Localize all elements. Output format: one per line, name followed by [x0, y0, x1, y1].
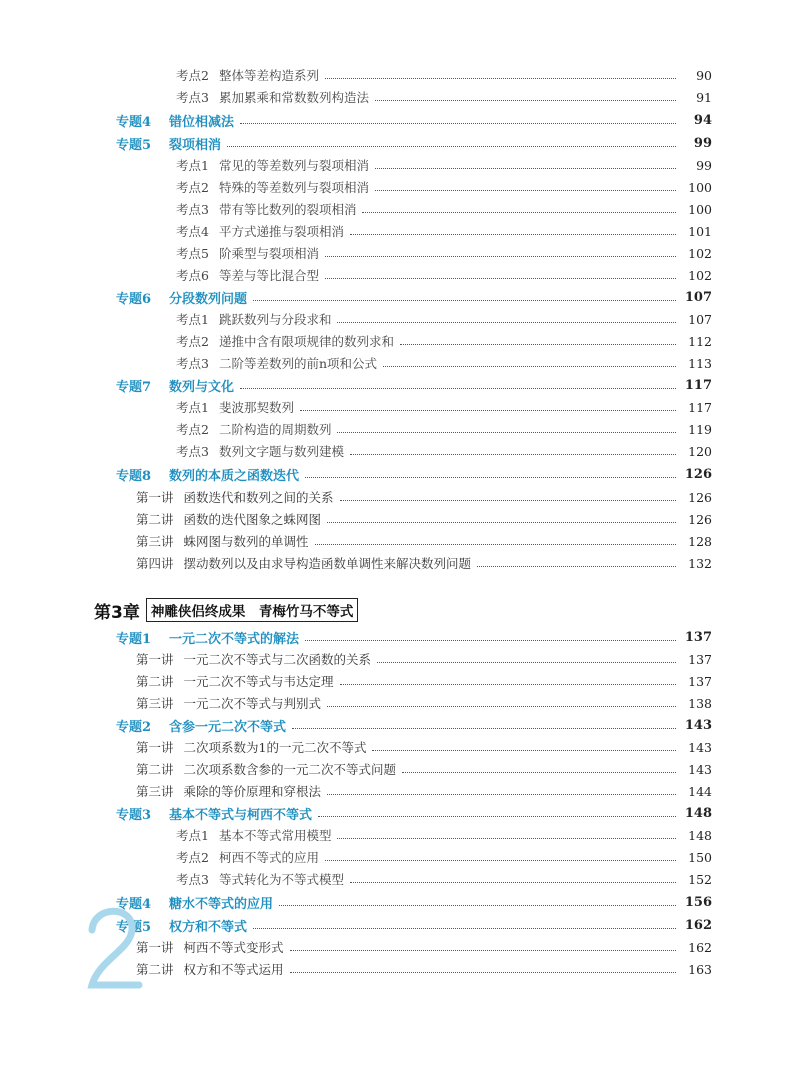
toc-page-number: 126	[684, 466, 712, 482]
toc-entry-number: 专题6	[116, 291, 152, 307]
dot-leader	[340, 500, 676, 501]
dot-leader	[227, 146, 676, 147]
dot-leader	[253, 928, 676, 929]
dot-leader	[337, 838, 676, 839]
toc-entry-number: 第三讲	[136, 784, 174, 799]
toc-page-number: 107	[688, 311, 712, 327]
toc-lecture-row[interactable]	[136, 487, 712, 507]
toc-page-number: 99	[696, 157, 712, 173]
toc-topic-row[interactable]	[116, 375, 712, 395]
toc-entry-title: 常见的等差数列与裂项相消	[218, 158, 369, 173]
toc-entry-number: 考点5	[176, 246, 209, 261]
toc-entry-title: 摆动数列以及由求导构造函数单调性来解决数列问题	[183, 556, 472, 571]
toc-page-number: 143	[688, 761, 712, 777]
dot-leader	[375, 100, 676, 101]
toc-page-number: 102	[688, 245, 712, 261]
toc-lecture-row[interactable]	[136, 737, 712, 757]
chapter-label: 第3章	[94, 602, 140, 623]
toc-entry-number: 考点3	[176, 872, 209, 887]
dot-leader	[290, 972, 676, 973]
toc-page-number: 101	[688, 223, 712, 239]
toc-subtopic-row[interactable]	[176, 221, 712, 241]
dot-leader	[337, 432, 676, 433]
toc-entry-number: 第一讲	[136, 740, 174, 755]
dot-leader	[350, 882, 676, 883]
toc-entry-number: 专题7	[116, 379, 152, 395]
toc-entry-title: 等差与等比混合型	[218, 268, 319, 283]
toc-topic-row[interactable]	[116, 110, 712, 130]
dot-leader	[350, 454, 676, 455]
dot-leader	[377, 662, 676, 663]
toc-entry-number: 考点3	[176, 90, 209, 105]
toc-subtopic-row[interactable]	[176, 243, 712, 263]
toc-entry-title: 一元二次不等式与韦达定理	[183, 674, 334, 689]
dot-leader	[300, 410, 676, 411]
toc-page-number: 100	[688, 201, 712, 217]
dot-leader	[325, 78, 676, 79]
toc-page-number: 162	[688, 939, 712, 955]
toc-lecture-row[interactable]	[136, 509, 712, 529]
toc-subtopic-row[interactable]	[176, 65, 712, 85]
toc-entry-title: 二次项系数为1的一元二次不等式	[183, 740, 367, 755]
toc-entry-title: 带有等比数列的裂项相消	[218, 202, 357, 217]
toc-entry-number: 第二讲	[136, 674, 174, 689]
dot-leader	[350, 234, 676, 235]
toc-entry-title: 递推中含有限项规律的数列求和	[218, 334, 394, 349]
dot-leader	[340, 684, 676, 685]
toc-entry-title: 含参一元二次不等式	[169, 719, 287, 735]
toc-page-number: 120	[688, 443, 712, 459]
toc-entry-title: 函数迭代和数列之间的关系	[183, 490, 334, 505]
toc-lecture-row[interactable]	[136, 531, 712, 551]
toc-page-number: 137	[684, 629, 712, 645]
toc-page-number: 119	[688, 421, 712, 437]
dot-leader	[240, 123, 676, 124]
toc-topic-row[interactable]	[116, 803, 712, 823]
toc-entry-number: 考点1	[176, 828, 209, 843]
chapter-heading	[94, 598, 358, 622]
toc-entry-number: 专题1	[116, 631, 152, 647]
dot-leader	[372, 750, 676, 751]
dot-leader	[477, 566, 676, 567]
toc-entry-number: 第二讲	[136, 962, 174, 977]
toc-page-number: 100	[688, 179, 712, 195]
toc-entry-number: 第一讲	[136, 940, 174, 955]
toc-page-number: 137	[688, 673, 712, 689]
toc-entry-title: 斐波那契数列	[218, 400, 294, 415]
toc-topic-row[interactable]	[116, 627, 712, 647]
toc-page-number: 163	[688, 961, 712, 977]
toc-entry-title: 特殊的等差数列与裂项相消	[218, 180, 369, 195]
dot-leader	[325, 256, 676, 257]
toc-entry-number: 专题3	[116, 807, 152, 823]
toc-page-number: 94	[693, 112, 712, 128]
toc-entry-number: 考点3	[176, 356, 209, 371]
toc-page-number: 150	[688, 849, 712, 865]
toc-entry-number: 考点2	[176, 334, 209, 349]
toc-page-number: 90	[696, 67, 712, 83]
toc-page-number: 132	[688, 555, 712, 571]
toc-entry-title: 基本不等式常用模型	[218, 828, 332, 843]
toc-entry-number: 第二讲	[136, 762, 174, 777]
toc-entry-title: 权方和不等式	[169, 919, 248, 935]
toc-entry-number: 考点6	[176, 268, 209, 283]
toc-entry-title: 糖水不等式的应用	[169, 896, 274, 912]
toc-subtopic-row[interactable]	[176, 441, 712, 461]
toc-entry-number: 考点2	[176, 422, 209, 437]
toc-page-number: 137	[688, 651, 712, 667]
dot-leader	[325, 860, 676, 861]
toc-subtopic-row[interactable]	[176, 199, 712, 219]
dot-leader	[362, 212, 676, 213]
toc-topic-row[interactable]	[116, 464, 712, 484]
toc-entry-title: 一元二次不等式的解法	[169, 631, 300, 647]
toc-page-number: 144	[688, 783, 712, 799]
toc-entry-number: 考点2	[176, 68, 209, 83]
dot-leader	[327, 794, 676, 795]
dot-leader	[315, 544, 676, 545]
toc-entry-title: 二阶构造的周期数列	[218, 422, 332, 437]
toc-page-number: 156	[684, 894, 712, 910]
toc-subtopic-row[interactable]	[176, 353, 712, 373]
toc-entry-title: 蛛网图与数列的单调性	[183, 534, 309, 549]
toc-subtopic-row[interactable]	[176, 331, 712, 351]
toc-entry-number: 考点2	[176, 850, 209, 865]
toc-entry-title: 柯西不等式变形式	[183, 940, 284, 955]
toc-entry-number: 第三讲	[136, 696, 174, 711]
toc-entry-number: 专题8	[116, 468, 152, 484]
toc-page-number: 117	[684, 377, 712, 393]
dot-leader	[279, 905, 676, 906]
toc-page-number: 126	[688, 511, 712, 527]
dot-leader	[290, 950, 676, 951]
toc-page-number: 126	[688, 489, 712, 505]
toc-subtopic-row[interactable]	[176, 419, 712, 439]
toc-page-number: 143	[684, 717, 712, 733]
dot-leader	[402, 772, 676, 773]
toc-page-number: 102	[688, 267, 712, 283]
toc-entry-title: 数列文字题与数列建模	[218, 444, 344, 459]
toc-entry-title: 跳跃数列与分段求和	[218, 312, 332, 327]
dot-leader	[327, 522, 676, 523]
toc-entry-number: 考点3	[176, 202, 209, 217]
toc-subtopic-row[interactable]	[176, 869, 712, 889]
dot-leader	[337, 322, 676, 323]
toc-page-number: 162	[684, 917, 712, 933]
toc-entry-number: 专题4	[116, 896, 152, 912]
toc-lecture-row[interactable]	[136, 781, 712, 801]
toc-subtopic-row[interactable]	[176, 309, 712, 329]
toc-page-number: 143	[688, 739, 712, 755]
toc-entry-number: 第三讲	[136, 534, 174, 549]
toc-entry-title: 权方和不等式运用	[183, 962, 284, 977]
toc-entry-title: 平方式递推与裂项相消	[218, 224, 344, 239]
toc-topic-row[interactable]	[116, 915, 712, 935]
toc-entry-title: 裂项相消	[169, 137, 222, 153]
toc-entry-number: 第二讲	[136, 512, 174, 527]
toc-page-number: 128	[688, 533, 712, 549]
chapter-title: 神雕侠侣终成果 青梅竹马不等式	[146, 598, 359, 622]
toc-entry-title: 数列的本质之函数迭代	[169, 468, 300, 484]
toc-entry-number: 考点1	[176, 400, 209, 415]
dot-leader	[383, 366, 676, 367]
page-decoration-icon	[84, 900, 144, 990]
toc-lecture-row[interactable]	[136, 937, 712, 957]
toc-lecture-row[interactable]	[136, 649, 712, 669]
toc-entry-title: 二次项系数含参的一元二次不等式问题	[183, 762, 397, 777]
toc-subtopic-row[interactable]	[176, 847, 712, 867]
toc-page-number: 99	[693, 135, 712, 151]
dot-leader	[375, 168, 676, 169]
toc-entry-title: 一元二次不等式与判别式	[183, 696, 322, 711]
toc-page-number: 148	[684, 805, 712, 821]
dot-leader	[305, 640, 676, 641]
toc-page-number: 112	[688, 333, 712, 349]
toc-entry-title: 错位相减法	[169, 114, 235, 130]
toc-entry-title: 等式转化为不等式模型	[218, 872, 344, 887]
toc-entry-title: 数列与文化	[169, 379, 235, 395]
dot-leader	[325, 278, 676, 279]
toc-lecture-row[interactable]	[136, 693, 712, 713]
toc-entry-title: 累加累乘和常数数列构造法	[218, 90, 369, 105]
toc-entry-number: 专题5	[116, 919, 152, 935]
toc-lecture-row[interactable]	[136, 671, 712, 691]
toc-entry-number: 第四讲	[136, 556, 174, 571]
toc-entry-number: 考点3	[176, 444, 209, 459]
dot-leader	[292, 728, 676, 729]
dot-leader	[318, 816, 676, 817]
toc-lecture-row[interactable]	[136, 759, 712, 779]
toc-entry-number: 专题4	[116, 114, 152, 130]
toc-lecture-row[interactable]	[136, 553, 712, 573]
toc-topic-row[interactable]	[116, 892, 712, 912]
dot-leader	[400, 344, 676, 345]
toc-entry-title: 阶乘型与裂项相消	[218, 246, 319, 261]
toc-subtopic-row[interactable]	[176, 177, 712, 197]
toc-subtopic-row[interactable]	[176, 397, 712, 417]
toc-entry-title: 函数的迭代图象之蛛网图	[183, 512, 322, 527]
toc-subtopic-row[interactable]	[176, 825, 712, 845]
toc-entry-number: 专题2	[116, 719, 152, 735]
toc-entry-number: 专题5	[116, 137, 152, 153]
dot-leader	[240, 388, 676, 389]
dot-leader	[305, 477, 676, 478]
toc-topic-row[interactable]	[116, 287, 712, 307]
toc-entry-title: 柯西不等式的应用	[218, 850, 319, 865]
toc-topic-row[interactable]	[116, 133, 712, 153]
toc-page-number: 91	[696, 89, 712, 105]
dot-leader	[375, 190, 676, 191]
toc-entry-number: 考点1	[176, 312, 209, 327]
toc-entry-title: 分段数列问题	[169, 291, 248, 307]
toc-entry-number: 考点2	[176, 180, 209, 195]
toc-entry-number: 第一讲	[136, 652, 174, 667]
toc-page-number: 138	[688, 695, 712, 711]
toc-page-number: 148	[688, 827, 712, 843]
toc-subtopic-row[interactable]	[176, 265, 712, 285]
toc-entry-title: 一元二次不等式与二次函数的关系	[183, 652, 372, 667]
toc-page-number: 152	[688, 871, 712, 887]
dot-leader	[327, 706, 676, 707]
toc-lecture-row[interactable]	[136, 959, 712, 979]
toc-entry-title: 乘除的等价原理和穿根法	[183, 784, 322, 799]
toc-topic-row[interactable]	[116, 715, 712, 735]
toc-subtopic-row[interactable]	[176, 87, 712, 107]
toc-entry-title: 二阶等差数列的前n项和公式	[218, 356, 378, 371]
toc-entry-title: 整体等差构造系列	[218, 68, 319, 83]
toc-entry-title: 基本不等式与柯西不等式	[169, 807, 313, 823]
toc-page-number: 113	[688, 355, 712, 371]
toc-page-number: 107	[684, 289, 712, 305]
toc-entry-number: 考点4	[176, 224, 209, 239]
toc-page-number: 117	[688, 399, 712, 415]
toc-entry-number: 第一讲	[136, 490, 174, 505]
toc-subtopic-row[interactable]	[176, 155, 712, 175]
toc-entry-number: 考点1	[176, 158, 209, 173]
dot-leader	[253, 300, 676, 301]
